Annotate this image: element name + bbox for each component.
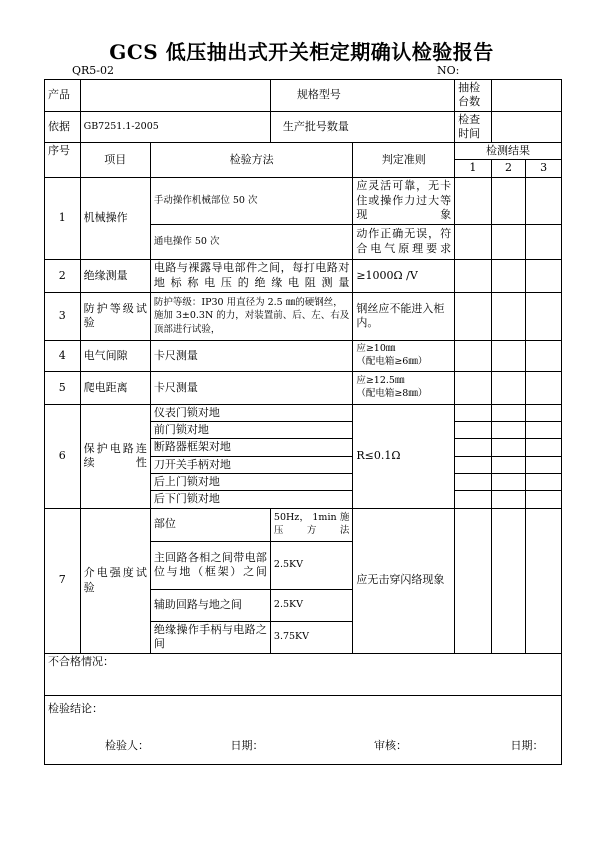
report-title: GCS 低压抽出式开关柜定期确认检验报告 xyxy=(109,40,494,64)
conclusion-section[interactable] xyxy=(45,695,562,764)
row7-item: 介电强度试验 xyxy=(80,508,150,653)
row6-method-3: 断路器框架对地 xyxy=(150,439,353,456)
row6-result[interactable] xyxy=(455,456,492,473)
row7-part-header: 部位 xyxy=(150,508,270,541)
seq-header: 序号 xyxy=(45,143,81,178)
row4-result-2[interactable] xyxy=(491,340,526,371)
number-label: NO: xyxy=(437,64,460,77)
row3-criteria: 钢丝应不能进入柜内。 xyxy=(353,292,455,340)
row6-result[interactable] xyxy=(526,404,562,421)
row6-result[interactable] xyxy=(491,456,526,473)
row6-result[interactable] xyxy=(455,422,492,439)
row7-voltage-1: 2.5KV xyxy=(270,541,352,589)
row6-method-1: 仪表门锁对地 xyxy=(150,404,353,421)
row2-method: 电路与裸露导电部件之间，每打电路对地标称电压的绝缘电阻测量 xyxy=(150,259,353,292)
row7-result-2[interactable] xyxy=(491,508,526,653)
row3-result-2[interactable] xyxy=(491,292,526,340)
signature-line xyxy=(105,737,544,753)
report-table xyxy=(44,79,562,765)
criteria-header: 判定准则 xyxy=(353,143,455,178)
row6-item: 保护电路连续性 xyxy=(80,404,150,508)
basis-value: GB7251.1-2005 xyxy=(80,111,270,143)
row1-method-1: 手动操作机械部位 50 次 xyxy=(150,177,353,224)
inspect-time-label: 检查时间 xyxy=(455,111,492,143)
reviewer-date-label: 日期： xyxy=(510,739,544,752)
row5-result-1[interactable] xyxy=(455,371,492,404)
row1-result-3b[interactable] xyxy=(526,224,562,259)
row2-result-1[interactable] xyxy=(455,259,492,292)
row3-seq: 3 xyxy=(45,292,81,340)
row7-part-1: 主回路各相之间带电部位与地（框架）之间 xyxy=(150,541,270,589)
row1-method-2: 通电操作 50 次 xyxy=(150,224,353,259)
row2-seq: 2 xyxy=(45,259,81,292)
result-col-2: 2 xyxy=(491,160,526,177)
batch-label: 生产批号数量 xyxy=(270,111,454,143)
product-value[interactable] xyxy=(80,80,270,112)
row1-result-1a[interactable] xyxy=(455,177,492,224)
row2-result-3[interactable] xyxy=(526,259,562,292)
results-header: 检测结果 xyxy=(455,143,562,160)
row7-criteria: 应无击穿闪络现象 xyxy=(353,508,455,653)
form-code: QR5-02 xyxy=(72,64,115,77)
nonconformity-label: 不合格情况： xyxy=(48,654,114,668)
row1-result-2b[interactable] xyxy=(491,224,526,259)
row4-result-3[interactable] xyxy=(526,340,562,371)
row1-result-3a[interactable] xyxy=(526,177,562,224)
row6-method-4: 刀开关手柄对地 xyxy=(150,456,353,473)
row1-result-2a[interactable] xyxy=(491,177,526,224)
row7-method-header: 50Hz， 1min 施压方法 xyxy=(270,508,352,541)
row6-seq: 6 xyxy=(45,404,81,508)
row7-seq: 7 xyxy=(45,508,81,653)
conclusion-label: 检验结论： xyxy=(48,701,103,715)
row1-seq: 1 xyxy=(45,177,81,259)
inspector-label: 检验人： xyxy=(105,739,149,752)
row6-result[interactable] xyxy=(455,404,492,421)
row4-seq: 4 xyxy=(45,340,81,371)
row4-result-1[interactable] xyxy=(455,340,492,371)
row6-method-6: 后下门锁对地 xyxy=(150,491,353,508)
row2-result-2[interactable] xyxy=(491,259,526,292)
row5-method: 卡尺测量 xyxy=(150,371,353,404)
item-header: 项目 xyxy=(80,143,150,178)
row6-result[interactable] xyxy=(526,439,562,456)
result-col-1: 1 xyxy=(455,160,492,177)
inspector-date-label: 日期： xyxy=(230,739,264,752)
result-col-3: 3 xyxy=(526,160,562,177)
row7-part-3: 绝缘操作手柄与电路之间 xyxy=(150,621,270,653)
row6-result[interactable] xyxy=(455,491,492,508)
row2-item: 绝缘测量 xyxy=(80,259,150,292)
product-label: 产品 xyxy=(45,80,81,112)
row1-item: 机械操作 xyxy=(80,177,150,259)
row2-criteria: ≥1000Ω /V xyxy=(353,259,455,292)
row6-result[interactable] xyxy=(491,404,526,421)
row3-result-3[interactable] xyxy=(526,292,562,340)
row7-voltage-3: 3.75KV xyxy=(270,621,352,653)
row1-criteria-1: 应灵活可靠，无卡住或操作力过大等现象 xyxy=(353,177,455,224)
row6-result[interactable] xyxy=(491,473,526,490)
row7-result-3[interactable] xyxy=(526,508,562,653)
row5-item: 爬电距离 xyxy=(80,371,150,404)
nonconformity-section[interactable] xyxy=(45,653,562,695)
row7-voltage-2: 2.5KV xyxy=(270,589,352,621)
row4-criteria: 应≥10㎜ （配电箱≥6㎜） xyxy=(353,340,455,371)
row4-item: 电气间隙 xyxy=(80,340,150,371)
row6-result[interactable] xyxy=(491,439,526,456)
row6-result[interactable] xyxy=(526,491,562,508)
row5-result-2[interactable] xyxy=(491,371,526,404)
row6-method-2: 前门锁对地 xyxy=(150,422,353,439)
row1-criteria-2: 动作正确无误，符合电气原理要求 xyxy=(353,224,455,259)
row6-result[interactable] xyxy=(526,422,562,439)
row6-result[interactable] xyxy=(526,456,562,473)
row6-result[interactable] xyxy=(491,422,526,439)
reviewer-label: 审核： xyxy=(374,739,407,752)
row3-result-1[interactable] xyxy=(455,292,492,340)
row5-seq: 5 xyxy=(45,371,81,404)
row6-method-5: 后上门锁对地 xyxy=(150,473,353,490)
row6-result[interactable] xyxy=(455,473,492,490)
sample-count-label: 抽检台数 xyxy=(455,80,492,112)
row1-result-1b[interactable] xyxy=(455,224,492,259)
sample-count-value[interactable] xyxy=(491,80,561,112)
row7-part-2: 辅助回路与地之间 xyxy=(150,589,270,621)
row5-result-3[interactable] xyxy=(526,371,562,404)
row6-criteria: R≤0.1Ω xyxy=(353,404,455,508)
method-header: 检验方法 xyxy=(150,143,353,178)
row3-item: 防护等级试验 xyxy=(80,292,150,340)
row6-result[interactable] xyxy=(455,439,492,456)
model-label: 规格型号 xyxy=(270,80,454,112)
row6-result[interactable] xyxy=(526,473,562,490)
inspect-time-value[interactable] xyxy=(491,111,561,143)
row6-result[interactable] xyxy=(491,491,526,508)
row3-method: 防护等级：IP30 用直径为 2.5 ㎜的硬钢丝，施加 3±0.3N 的力，对装置前、后、左、右及顶部进行试验， xyxy=(150,292,353,340)
basis-label: 依据 xyxy=(45,111,81,143)
row7-result-1[interactable] xyxy=(455,508,492,653)
row4-method: 卡尺测量 xyxy=(150,340,353,371)
row5-criteria: 应≥12.5㎜ （配电箱≥8㎜） xyxy=(353,371,455,404)
